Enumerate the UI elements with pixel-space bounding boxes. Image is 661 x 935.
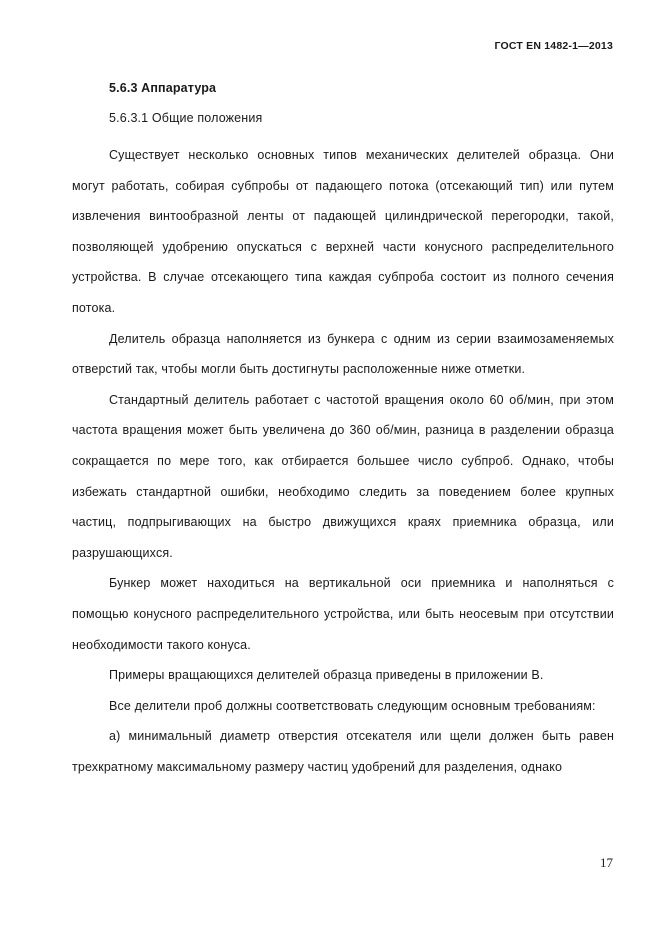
paragraph: Делитель образца наполняется из бункера с одним из серии взаимозаменяемых отверстий так, чтобы могли быть достигнуты расположенные ниже отметки. bbox=[72, 331, 614, 377]
document-header: ГОСТ EN 1482-1—2013 bbox=[494, 40, 613, 52]
section-title: 5.6.3 Аппаратура bbox=[109, 81, 217, 95]
document-body bbox=[72, 78, 614, 782]
paragraph: Бункер может находиться на вертикальной оси приемника и наполняться с помощью конусного распределительного устройства, или быть неосевым при отсутствии необходимости такого конуса. bbox=[72, 576, 614, 652]
paragraph: Существует несколько основных типов механических делителей образца. Они могут работать, собирая субпробы от падающего потока (отсекающий тип) или путем извлечения винтообразной ленты от падающей цилиндрической перегородки, такой, позволяющей удобрению опускаться с верхней части конусного распределительного устройства. В случае отсекающего типа каждая субпроба состоит из полного сечения потока. bbox=[72, 148, 614, 315]
paragraph: Примеры вращающихся делителей образца приведены в приложении В. bbox=[109, 668, 544, 683]
paragraph: а) минимальный диаметр отверстия отсекателя или щели должен быть равен трехкратному максимальному размеру частиц удобрений для разделения, однако bbox=[72, 729, 614, 774]
page-number: 17 bbox=[600, 855, 613, 870]
subsection-title: 5.6.3.1 Общие положения bbox=[109, 111, 263, 125]
paragraph: Все делители проб должны соответствовать следующим основным требованиям: bbox=[109, 698, 596, 713]
paragraph: Стандартный делитель работает с частотой вращения около 60 об/мин, при этом частота вращения может быть увеличена до 360 об/мин, разница в разделении образца сокращается по мере того, как отбирается большее число субпроб. Однако, чтобы избежать стандартной ошибки, необходимо следить за поведением более крупных частиц, подпрыгивающих на быстро движущихся краях приемника образца, или разрушающихся. bbox=[72, 392, 614, 560]
